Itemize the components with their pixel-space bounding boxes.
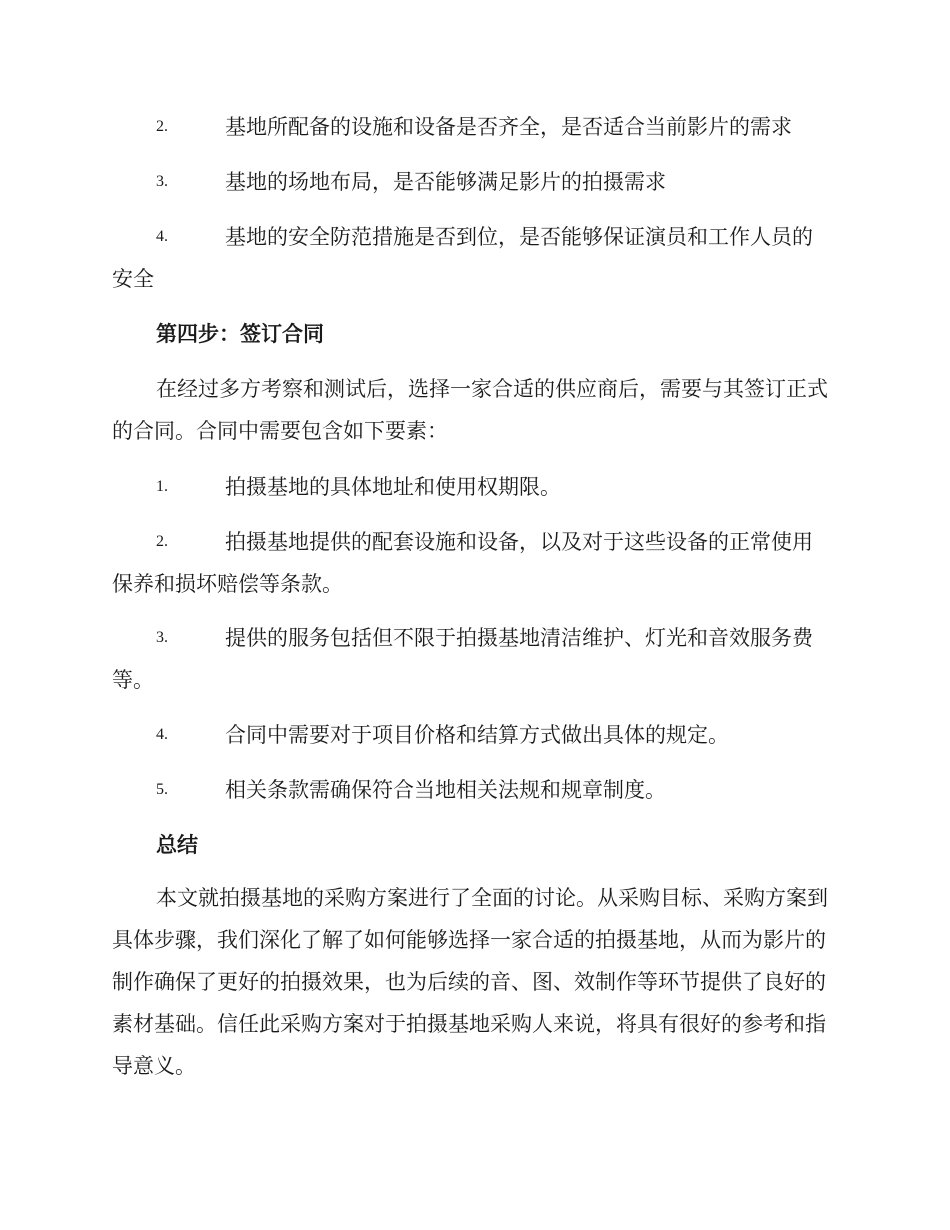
list-number: 1. [156,478,168,495]
list-text: 提供的服务包括但不限于拍摄基地清洁维护、灯光和音效服务费等。 [112,626,813,692]
list-item [112,161,832,203]
summary-heading: 总结 [156,833,198,857]
list-text: 拍摄基地的具体地址和使用权期限。 [225,475,561,499]
list-number: 4. [156,228,168,245]
list-text: 基地的场地布局，是否能够满足影片的拍摄需求 [225,170,666,194]
step4-intro: 在经过多方考察和测试后，选择一家合适的供应商后，需要与其签订正式的合同。合同中需要包含如下要素： [112,377,828,443]
summary-paragraph: 本文就拍摄基地的采购方案进行了全面的讨论。从采购目标、采购方案到具体步骤，我们深化了解了如何能够选择一家合适的拍摄基地，从而为影片的制作确保了更好的拍摄效果，也为后续的音、图、效制作等环节提供了良好的素材基础。信任此采购方案对于拍摄基地采购人来说，将具有很好的参考和指导意义。 [112,886,828,1078]
list-text: 拍摄基地提供的配套设施和设备，以及对于这些设备的正常使用保养和损坏赔偿等条款。 [112,530,813,596]
section-heading: 第四步：签订合同 [156,322,324,346]
list-number: 2. [156,533,168,550]
list-item [112,106,832,148]
list-item [112,617,832,701]
list-item [112,521,832,605]
list-item [112,714,832,756]
list-text: 合同中需要对于项目价格和结算方式做出具体的规定。 [225,723,729,747]
list-text: 基地所配备的设施和设备是否齐全，是否适合当前影片的需求 [225,115,792,139]
list-number: 5. [156,781,168,798]
list-number: 2. [156,118,168,135]
list-text: 相关条款需确保符合当地相关法规和规章制度。 [225,778,666,802]
list-number: 3. [156,173,168,190]
list-item [112,216,832,300]
list-item [112,466,832,508]
list-number: 4. [156,726,168,743]
list-number: 3. [156,629,168,646]
list-item [112,769,832,811]
list-text: 基地的安全防范措施是否到位，是否能够保证演员和工作人员的安全 [112,225,813,291]
